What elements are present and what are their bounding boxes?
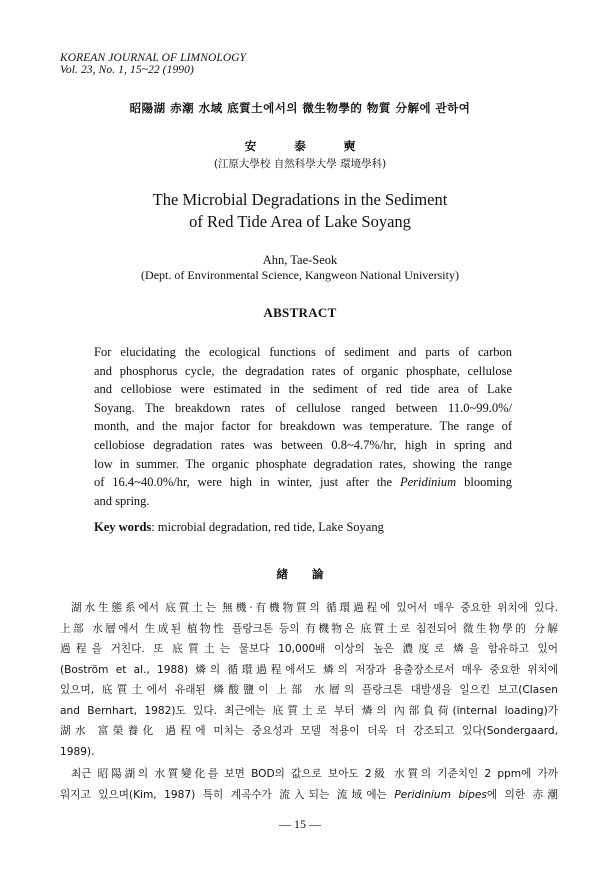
keywords-label: Key words: [94, 520, 152, 534]
abstract-line-text: of 16.4~40.0%/hr, were high in winter, just after the: [94, 475, 393, 490]
english-title-line-1: The Microbial Degradations in the Sediment: [152, 190, 448, 209]
journal-citation: Vol. 23, No. 1, 15~22 (1990): [60, 64, 194, 76]
english-title: [0, 189, 600, 233]
keywords-text: : microbial degradation, red tide, Lake Soyang: [151, 520, 384, 534]
body-line: and Bernhart, 1982)도 있다. 최근에는 底質土로 부터 燐의 內部負荷(internal loading)가: [60, 704, 558, 717]
body-line: [60, 785, 558, 806]
abstract-line: and cellobiose were estimated in the sediment of red tide area of Lake: [94, 382, 512, 397]
journal-header: [60, 52, 246, 76]
abstract-line: low in summer. The organic phosphate degradation rates, showing the range: [94, 456, 512, 471]
korean-title: 昭陽湖 赤潮 水域 底質土에서의 微生物學的 物質 分解에 관하여: [129, 101, 471, 115]
english-title-line-2: of Red Tide Area of Lake Soyang: [189, 212, 411, 231]
english-author: Ahn, Tae-Seok: [262, 253, 338, 267]
body-line: 湖水 富榮養化 過程에 미치는 중요성과 모델 적용이 더욱 더 강조되고 있다(Sondergaard,: [60, 725, 558, 737]
korean-affiliation: (江原大學校 自然科學大學 環境學科): [213, 158, 387, 170]
abstract-line: and phosphorus cycle, the degradation rates of organic phosphate, cellulose: [94, 363, 512, 378]
abstract-line: [94, 473, 512, 492]
abstract-genus-name: Peridinium: [399, 475, 457, 490]
body-line-text: 워지고 있으며(Kim, 1987) 특히 계곡수가 流入되는 流域에는: [60, 788, 387, 801]
introduction-body: [60, 598, 558, 805]
body-line: (Boström et al., 1988) 燐의 循環過程에서도 燐의 저장과 용출장소로서 매우 중요한 위치에: [60, 663, 558, 676]
body-line: 최근 昭陽湖의 水質變化를 보면 BOD의 값으로 보아도 2級 水質의 기준치인 2 ppm에 가까: [71, 768, 558, 780]
body-species-name: Peridinium bipes: [394, 788, 487, 801]
abstract-line: and spring.: [94, 493, 150, 508]
abstract-line: cellobiose degradation rates was between 0.8~4.7%/hr, high in spring and: [94, 437, 512, 452]
body-line: 上部 水層에서 生成된 植物性 플랑크톤 등의 有機物은 底質土로 침전되어 微生物學的 分解: [60, 622, 558, 635]
korean-author: 安 泰 奭: [244, 139, 356, 153]
body-line: 있으며, 底質土에서 유래된 燐酸鹽이 上部 水層의 플랑크톤 대발생을 일으킨 보고(Clasen: [60, 684, 558, 696]
abstract-body: [94, 343, 512, 510]
abstract-heading: ABSTRACT: [263, 305, 337, 320]
body-line-tail: 에 의한 赤潮: [486, 788, 558, 801]
keywords: [94, 520, 384, 535]
body-line: 1989).: [60, 745, 95, 758]
page-number: — 15 —: [279, 817, 321, 831]
abstract-line: For elucidating the ecological functions of sediment and parts of carbon: [94, 345, 512, 359]
section-heading-introduction: 緖 論: [276, 567, 324, 581]
body-line: 過程을 거친다. 또 底質土는 물보다 10,000배 이상의 높은 濃度로 燐을 함유하고 있어: [60, 643, 558, 655]
journal-name: KOREAN JOURNAL OF LIMNOLOGY: [60, 52, 247, 64]
english-affiliation: (Dept. of Environmental Science, Kangweon National University): [141, 268, 459, 282]
abstract-line-tail: blooming: [464, 475, 513, 490]
abstract-line: month, and the major factor for breakdown was temperature. The range of: [94, 419, 512, 434]
abstract-line: Soyang. The breakdown rates of cellulose ranged between 11.0~99.0%/: [94, 400, 512, 415]
body-line: 湖水生態系에서 底質土는 無機·有機物質의 循環過程에 있어서 매우 중요한 위치에 있다.: [71, 602, 558, 614]
